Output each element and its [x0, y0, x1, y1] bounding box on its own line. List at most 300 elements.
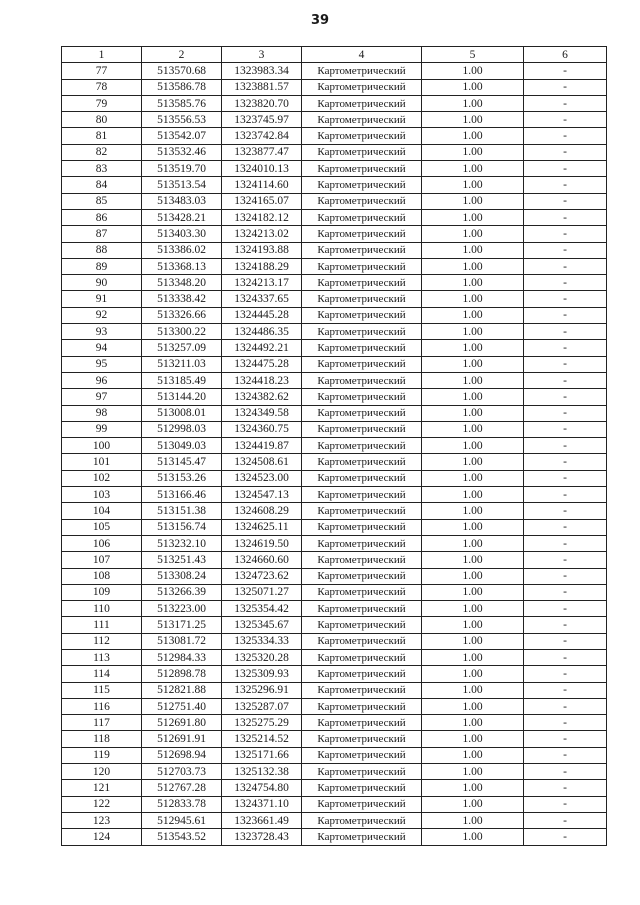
- method-cell: Картометрический: [302, 389, 422, 405]
- note-cell: -: [524, 503, 607, 519]
- accuracy-cell: 1.00: [422, 617, 524, 633]
- method-cell: Картометрический: [302, 193, 422, 209]
- point-number-cell: 105: [62, 519, 142, 535]
- point-number-cell: 82: [62, 144, 142, 160]
- point-number-cell: 77: [62, 63, 142, 79]
- accuracy-cell: 1.00: [422, 144, 524, 160]
- x-coordinate-cell: 513338.42: [142, 291, 222, 307]
- note-cell: -: [524, 666, 607, 682]
- method-cell: Картометрический: [302, 617, 422, 633]
- note-cell: -: [524, 324, 607, 340]
- point-number-cell: 100: [62, 438, 142, 454]
- point-number-cell: 99: [62, 421, 142, 437]
- table-row: [62, 764, 607, 780]
- x-coordinate-cell: 512767.28: [142, 780, 222, 796]
- point-number-cell: 116: [62, 698, 142, 714]
- accuracy-cell: 1.00: [422, 503, 524, 519]
- accuracy-cell: 1.00: [422, 95, 524, 111]
- note-cell: -: [524, 307, 607, 323]
- note-cell: -: [524, 519, 607, 535]
- accuracy-cell: 1.00: [422, 812, 524, 828]
- point-number-cell: 92: [62, 307, 142, 323]
- y-coordinate-cell: 1324625.11: [222, 519, 302, 535]
- note-cell: -: [524, 193, 607, 209]
- table-row: [62, 731, 607, 747]
- method-cell: Картометрический: [302, 307, 422, 323]
- y-coordinate-cell: 1325334.33: [222, 633, 302, 649]
- table-row: [62, 340, 607, 356]
- x-coordinate-cell: 513211.03: [142, 356, 222, 372]
- y-coordinate-cell: 1325296.91: [222, 682, 302, 698]
- point-number-cell: 81: [62, 128, 142, 144]
- note-cell: -: [524, 601, 607, 617]
- y-coordinate-cell: 1324492.21: [222, 340, 302, 356]
- note-cell: -: [524, 63, 607, 79]
- point-number-cell: 124: [62, 829, 142, 845]
- x-coordinate-cell: 513386.02: [142, 242, 222, 258]
- x-coordinate-cell: 513171.25: [142, 617, 222, 633]
- accuracy-cell: 1.00: [422, 405, 524, 421]
- table-row: [62, 324, 607, 340]
- x-coordinate-cell: 513570.68: [142, 63, 222, 79]
- table-row: [62, 601, 607, 617]
- accuracy-cell: 1.00: [422, 552, 524, 568]
- column-header-4: 4: [302, 47, 422, 63]
- accuracy-cell: 1.00: [422, 829, 524, 845]
- y-coordinate-cell: 1323745.97: [222, 112, 302, 128]
- x-coordinate-cell: 513300.22: [142, 324, 222, 340]
- x-coordinate-cell: 513251.43: [142, 552, 222, 568]
- method-cell: Картометрический: [302, 666, 422, 682]
- y-coordinate-cell: 1325214.52: [222, 731, 302, 747]
- method-cell: Картометрический: [302, 812, 422, 828]
- table-row: [62, 356, 607, 372]
- y-coordinate-cell: 1324182.12: [222, 209, 302, 225]
- accuracy-cell: 1.00: [422, 747, 524, 763]
- point-number-cell: 86: [62, 209, 142, 225]
- note-cell: -: [524, 682, 607, 698]
- table-row: [62, 649, 607, 665]
- note-cell: -: [524, 454, 607, 470]
- accuracy-cell: 1.00: [422, 389, 524, 405]
- method-cell: Картометрический: [302, 487, 422, 503]
- column-header-1: 1: [62, 47, 142, 63]
- y-coordinate-cell: 1323661.49: [222, 812, 302, 828]
- method-cell: Картометрический: [302, 454, 422, 470]
- column-header-5: 5: [422, 47, 524, 63]
- y-coordinate-cell: 1324486.35: [222, 324, 302, 340]
- y-coordinate-cell: 1325354.42: [222, 601, 302, 617]
- note-cell: -: [524, 487, 607, 503]
- method-cell: Картометрический: [302, 829, 422, 845]
- table-row: [62, 715, 607, 731]
- x-coordinate-cell: 513542.07: [142, 128, 222, 144]
- accuracy-cell: 1.00: [422, 633, 524, 649]
- x-coordinate-cell: 513232.10: [142, 535, 222, 551]
- y-coordinate-cell: 1324193.88: [222, 242, 302, 258]
- accuracy-cell: 1.00: [422, 193, 524, 209]
- y-coordinate-cell: 1324419.87: [222, 438, 302, 454]
- table-row: [62, 389, 607, 405]
- point-number-cell: 97: [62, 389, 142, 405]
- x-coordinate-cell: 513585.76: [142, 95, 222, 111]
- method-cell: Картометрический: [302, 340, 422, 356]
- table-row: [62, 79, 607, 95]
- note-cell: -: [524, 812, 607, 828]
- method-cell: Картометрический: [302, 421, 422, 437]
- x-coordinate-cell: 513586.78: [142, 79, 222, 95]
- method-cell: Картометрический: [302, 470, 422, 486]
- point-number-cell: 80: [62, 112, 142, 128]
- accuracy-cell: 1.00: [422, 731, 524, 747]
- x-coordinate-cell: 512833.78: [142, 796, 222, 812]
- x-coordinate-cell: 513156.74: [142, 519, 222, 535]
- table-row: [62, 291, 607, 307]
- note-cell: -: [524, 209, 607, 225]
- note-cell: -: [524, 144, 607, 160]
- point-number-cell: 88: [62, 242, 142, 258]
- table-row: [62, 796, 607, 812]
- accuracy-cell: 1.00: [422, 454, 524, 470]
- x-coordinate-cell: 512998.03: [142, 421, 222, 437]
- table-row: [62, 682, 607, 698]
- method-cell: Картометрический: [302, 698, 422, 714]
- y-coordinate-cell: 1324523.00: [222, 470, 302, 486]
- point-number-cell: 118: [62, 731, 142, 747]
- y-coordinate-cell: 1325275.29: [222, 715, 302, 731]
- accuracy-cell: 1.00: [422, 535, 524, 551]
- coordinates-table: [61, 46, 607, 846]
- note-cell: -: [524, 780, 607, 796]
- note-cell: -: [524, 552, 607, 568]
- x-coordinate-cell: 513145.47: [142, 454, 222, 470]
- accuracy-cell: 1.00: [422, 715, 524, 731]
- note-cell: -: [524, 372, 607, 388]
- accuracy-cell: 1.00: [422, 291, 524, 307]
- table-row: [62, 209, 607, 225]
- y-coordinate-cell: 1323728.43: [222, 829, 302, 845]
- method-cell: Картометрический: [302, 161, 422, 177]
- y-coordinate-cell: 1323983.34: [222, 63, 302, 79]
- x-coordinate-cell: 513049.03: [142, 438, 222, 454]
- point-number-cell: 83: [62, 161, 142, 177]
- table-row: [62, 63, 607, 79]
- note-cell: -: [524, 226, 607, 242]
- point-number-cell: 122: [62, 796, 142, 812]
- method-cell: Картометрический: [302, 519, 422, 535]
- method-cell: Картометрический: [302, 715, 422, 731]
- table-header-row: [62, 47, 607, 63]
- note-cell: -: [524, 356, 607, 372]
- y-coordinate-cell: 1324619.50: [222, 535, 302, 551]
- x-coordinate-cell: 513185.49: [142, 372, 222, 388]
- accuracy-cell: 1.00: [422, 258, 524, 274]
- x-coordinate-cell: 512751.40: [142, 698, 222, 714]
- y-coordinate-cell: 1324360.75: [222, 421, 302, 437]
- point-number-cell: 108: [62, 568, 142, 584]
- accuracy-cell: 1.00: [422, 682, 524, 698]
- method-cell: Картометрический: [302, 291, 422, 307]
- note-cell: -: [524, 95, 607, 111]
- x-coordinate-cell: 513326.66: [142, 307, 222, 323]
- note-cell: -: [524, 389, 607, 405]
- table-row: [62, 666, 607, 682]
- y-coordinate-cell: 1325345.67: [222, 617, 302, 633]
- method-cell: Картометрический: [302, 63, 422, 79]
- method-cell: Картометрический: [302, 764, 422, 780]
- table-row: [62, 470, 607, 486]
- method-cell: Картометрический: [302, 535, 422, 551]
- y-coordinate-cell: 1323881.57: [222, 79, 302, 95]
- method-cell: Картометрический: [302, 780, 422, 796]
- y-coordinate-cell: 1325320.28: [222, 649, 302, 665]
- point-number-cell: 111: [62, 617, 142, 633]
- accuracy-cell: 1.00: [422, 356, 524, 372]
- method-cell: Картометрический: [302, 112, 422, 128]
- note-cell: -: [524, 161, 607, 177]
- table-row: [62, 193, 607, 209]
- x-coordinate-cell: 513483.03: [142, 193, 222, 209]
- table-row: [62, 698, 607, 714]
- method-cell: Картометрический: [302, 503, 422, 519]
- point-number-cell: 106: [62, 535, 142, 551]
- table-row: [62, 177, 607, 193]
- point-number-cell: 117: [62, 715, 142, 731]
- method-cell: Картометрический: [302, 242, 422, 258]
- accuracy-cell: 1.00: [422, 226, 524, 242]
- table-row: [62, 95, 607, 111]
- table-row: [62, 487, 607, 503]
- table-row: [62, 226, 607, 242]
- method-cell: Картометрический: [302, 796, 422, 812]
- y-coordinate-cell: 1324213.02: [222, 226, 302, 242]
- method-cell: Картометрический: [302, 747, 422, 763]
- x-coordinate-cell: 513266.39: [142, 584, 222, 600]
- note-cell: -: [524, 405, 607, 421]
- method-cell: Картометрический: [302, 258, 422, 274]
- x-coordinate-cell: 513081.72: [142, 633, 222, 649]
- note-cell: -: [524, 764, 607, 780]
- x-coordinate-cell: 513368.13: [142, 258, 222, 274]
- point-number-cell: 104: [62, 503, 142, 519]
- point-number-cell: 93: [62, 324, 142, 340]
- x-coordinate-cell: 513513.54: [142, 177, 222, 193]
- x-coordinate-cell: 512984.33: [142, 649, 222, 665]
- note-cell: -: [524, 698, 607, 714]
- accuracy-cell: 1.00: [422, 79, 524, 95]
- accuracy-cell: 1.00: [422, 112, 524, 128]
- y-coordinate-cell: 1323742.84: [222, 128, 302, 144]
- table-row: [62, 258, 607, 274]
- point-number-cell: 78: [62, 79, 142, 95]
- y-coordinate-cell: 1324010.13: [222, 161, 302, 177]
- point-number-cell: 101: [62, 454, 142, 470]
- method-cell: Картометрический: [302, 95, 422, 111]
- accuracy-cell: 1.00: [422, 63, 524, 79]
- table-row: [62, 405, 607, 421]
- table-row: [62, 633, 607, 649]
- y-coordinate-cell: 1324660.60: [222, 552, 302, 568]
- method-cell: Картометрический: [302, 731, 422, 747]
- method-cell: Картометрический: [302, 324, 422, 340]
- point-number-cell: 89: [62, 258, 142, 274]
- table-row: [62, 242, 607, 258]
- y-coordinate-cell: 1324371.10: [222, 796, 302, 812]
- y-coordinate-cell: 1324213.17: [222, 275, 302, 291]
- method-cell: Картометрический: [302, 209, 422, 225]
- table-row: [62, 812, 607, 828]
- table-row: [62, 307, 607, 323]
- point-number-cell: 121: [62, 780, 142, 796]
- point-number-cell: 103: [62, 487, 142, 503]
- table-row: [62, 128, 607, 144]
- table-row: [62, 112, 607, 128]
- note-cell: -: [524, 112, 607, 128]
- x-coordinate-cell: 513532.46: [142, 144, 222, 160]
- y-coordinate-cell: 1324382.62: [222, 389, 302, 405]
- accuracy-cell: 1.00: [422, 275, 524, 291]
- note-cell: -: [524, 291, 607, 307]
- page-number: 39: [310, 13, 330, 28]
- note-cell: -: [524, 649, 607, 665]
- note-cell: -: [524, 715, 607, 731]
- note-cell: -: [524, 731, 607, 747]
- y-coordinate-cell: 1325287.07: [222, 698, 302, 714]
- x-coordinate-cell: 512898.78: [142, 666, 222, 682]
- method-cell: Картометрический: [302, 372, 422, 388]
- accuracy-cell: 1.00: [422, 780, 524, 796]
- table-row: [62, 161, 607, 177]
- point-number-cell: 102: [62, 470, 142, 486]
- point-number-cell: 109: [62, 584, 142, 600]
- note-cell: -: [524, 829, 607, 845]
- method-cell: Картометрический: [302, 633, 422, 649]
- x-coordinate-cell: 513543.52: [142, 829, 222, 845]
- accuracy-cell: 1.00: [422, 601, 524, 617]
- x-coordinate-cell: 513257.09: [142, 340, 222, 356]
- y-coordinate-cell: 1324754.80: [222, 780, 302, 796]
- table-row: [62, 454, 607, 470]
- x-coordinate-cell: 513308.24: [142, 568, 222, 584]
- x-coordinate-cell: 513403.30: [142, 226, 222, 242]
- accuracy-cell: 1.00: [422, 649, 524, 665]
- note-cell: -: [524, 617, 607, 633]
- note-cell: -: [524, 242, 607, 258]
- accuracy-cell: 1.00: [422, 421, 524, 437]
- method-cell: Картометрический: [302, 584, 422, 600]
- point-number-cell: 85: [62, 193, 142, 209]
- accuracy-cell: 1.00: [422, 340, 524, 356]
- table-row: [62, 584, 607, 600]
- y-coordinate-cell: 1325132.38: [222, 764, 302, 780]
- x-coordinate-cell: 513166.46: [142, 487, 222, 503]
- accuracy-cell: 1.00: [422, 242, 524, 258]
- note-cell: -: [524, 421, 607, 437]
- point-number-cell: 114: [62, 666, 142, 682]
- column-header-3: 3: [222, 47, 302, 63]
- accuracy-cell: 1.00: [422, 519, 524, 535]
- note-cell: -: [524, 438, 607, 454]
- note-cell: -: [524, 470, 607, 486]
- method-cell: Картометрический: [302, 649, 422, 665]
- note-cell: -: [524, 796, 607, 812]
- note-cell: -: [524, 535, 607, 551]
- y-coordinate-cell: 1324723.62: [222, 568, 302, 584]
- accuracy-cell: 1.00: [422, 372, 524, 388]
- point-number-cell: 87: [62, 226, 142, 242]
- table-row: [62, 438, 607, 454]
- table-row: [62, 275, 607, 291]
- note-cell: -: [524, 128, 607, 144]
- y-coordinate-cell: 1324165.07: [222, 193, 302, 209]
- table-row: [62, 617, 607, 633]
- method-cell: Картометрический: [302, 405, 422, 421]
- table-row: [62, 552, 607, 568]
- x-coordinate-cell: 513153.26: [142, 470, 222, 486]
- accuracy-cell: 1.00: [422, 584, 524, 600]
- y-coordinate-cell: 1324349.58: [222, 405, 302, 421]
- accuracy-cell: 1.00: [422, 666, 524, 682]
- note-cell: -: [524, 584, 607, 600]
- note-cell: -: [524, 79, 607, 95]
- point-number-cell: 107: [62, 552, 142, 568]
- method-cell: Картометрический: [302, 79, 422, 95]
- point-number-cell: 119: [62, 747, 142, 763]
- table-row: [62, 372, 607, 388]
- point-number-cell: 98: [62, 405, 142, 421]
- accuracy-cell: 1.00: [422, 324, 524, 340]
- y-coordinate-cell: 1325071.27: [222, 584, 302, 600]
- x-coordinate-cell: 512821.88: [142, 682, 222, 698]
- y-coordinate-cell: 1325309.93: [222, 666, 302, 682]
- method-cell: Картометрический: [302, 356, 422, 372]
- point-number-cell: 84: [62, 177, 142, 193]
- point-number-cell: 96: [62, 372, 142, 388]
- method-cell: Картометрический: [302, 601, 422, 617]
- accuracy-cell: 1.00: [422, 209, 524, 225]
- column-header-6: 6: [524, 47, 607, 63]
- y-coordinate-cell: 1324547.13: [222, 487, 302, 503]
- accuracy-cell: 1.00: [422, 307, 524, 323]
- x-coordinate-cell: 513151.38: [142, 503, 222, 519]
- point-number-cell: 79: [62, 95, 142, 111]
- table-body: [62, 63, 607, 845]
- accuracy-cell: 1.00: [422, 698, 524, 714]
- note-cell: -: [524, 633, 607, 649]
- x-coordinate-cell: 512945.61: [142, 812, 222, 828]
- accuracy-cell: 1.00: [422, 764, 524, 780]
- method-cell: Картометрический: [302, 568, 422, 584]
- note-cell: -: [524, 747, 607, 763]
- y-coordinate-cell: 1324608.29: [222, 503, 302, 519]
- accuracy-cell: 1.00: [422, 161, 524, 177]
- note-cell: -: [524, 275, 607, 291]
- note-cell: -: [524, 340, 607, 356]
- y-coordinate-cell: 1324188.29: [222, 258, 302, 274]
- accuracy-cell: 1.00: [422, 128, 524, 144]
- accuracy-cell: 1.00: [422, 438, 524, 454]
- point-number-cell: 110: [62, 601, 142, 617]
- point-number-cell: 123: [62, 812, 142, 828]
- point-number-cell: 91: [62, 291, 142, 307]
- point-number-cell: 94: [62, 340, 142, 356]
- table-row: [62, 535, 607, 551]
- point-number-cell: 95: [62, 356, 142, 372]
- x-coordinate-cell: 512703.73: [142, 764, 222, 780]
- note-cell: -: [524, 568, 607, 584]
- accuracy-cell: 1.00: [422, 470, 524, 486]
- x-coordinate-cell: 513428.21: [142, 209, 222, 225]
